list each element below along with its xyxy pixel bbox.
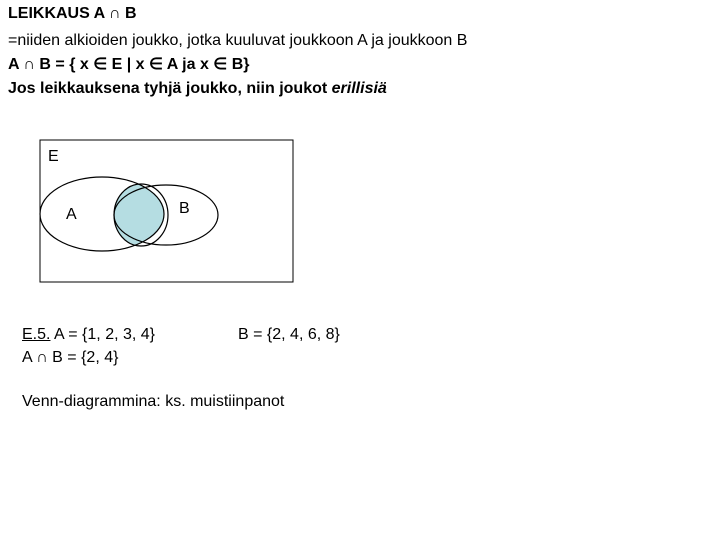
disjoint-note-text: Jos leikkauksena tyhjä joukko, niin joukot [8, 80, 332, 97]
definition-text: =niiden alkioiden joukko, jotka kuuluvat joukkoon A ja joukkoon B [8, 32, 468, 49]
universe-rectangle [40, 140, 293, 282]
set-builder-formula: A ∩ B = { x ∈ E | x ∈ A ja x ∈ B} [8, 56, 250, 73]
set-a-label: A [66, 206, 77, 223]
example-set-b: B = {2, 4, 6, 8} [238, 326, 340, 343]
example-set-a: A = {1, 2, 3, 4} [54, 326, 156, 343]
example-id: E.5. [22, 326, 51, 343]
set-b-label: B [179, 200, 190, 217]
slide-title: LEIKKAUS A ∩ B [8, 5, 137, 22]
disjoint-term: erillisiä [331, 80, 387, 97]
example-set-a-line [22, 325, 155, 345]
footer-note: Venn-diagrammina: ks. muistiinpanot [22, 393, 285, 410]
universe-label: E [48, 148, 59, 165]
example-intersection: A ∩ B = {2, 4} [22, 349, 119, 366]
